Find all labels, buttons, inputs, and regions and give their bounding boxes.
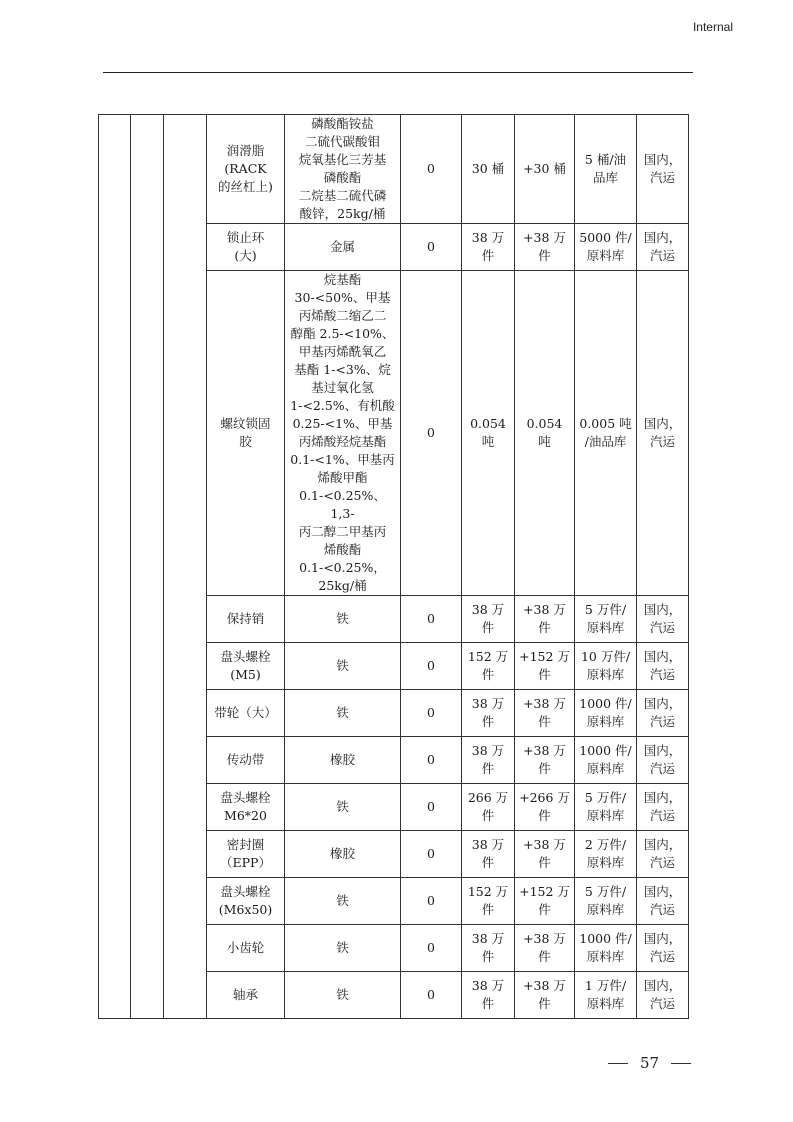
material-name: 保持销 xyxy=(207,596,285,643)
material-name: 盘头螺栓 (M6x50) xyxy=(207,878,285,925)
value-b: 38 万 件 xyxy=(462,690,515,737)
material-name: 轴承 xyxy=(207,972,285,1019)
storage: 5 万件/ 原料库 xyxy=(575,596,637,643)
material-composition: 铁 xyxy=(285,878,401,925)
value-c: 0.054 吨 xyxy=(515,271,575,596)
value-c: +38 万 件 xyxy=(515,224,575,271)
material-name: 小齿轮 xyxy=(207,925,285,972)
material-composition: 金属 xyxy=(285,224,401,271)
page-footer xyxy=(608,1054,691,1072)
material-composition: 铁 xyxy=(285,784,401,831)
storage: 5 万件/ 原料库 xyxy=(575,878,637,925)
transport: 国内， 汽运 xyxy=(637,784,689,831)
value-a: 0 xyxy=(401,925,462,972)
material-name: 盘头螺栓 M6*20 xyxy=(207,784,285,831)
value-c: +38 万 件 xyxy=(515,737,575,784)
storage: 5000 件/ 原料库 xyxy=(575,224,637,271)
value-c: +38 万 件 xyxy=(515,690,575,737)
header-rule xyxy=(103,72,693,73)
value-b: 30 桶 xyxy=(462,115,515,224)
value-b: 266 万 件 xyxy=(462,784,515,831)
value-b: 38 万 件 xyxy=(462,596,515,643)
storage: 5 桶/油 品库 xyxy=(575,115,637,224)
material-name: 传动带 xyxy=(207,737,285,784)
transport: 国内， 汽运 xyxy=(637,972,689,1019)
material-name: 密封圈 （EPP） xyxy=(207,831,285,878)
transport: 国内， 汽运 xyxy=(637,271,689,596)
transport: 国内， 汽运 xyxy=(637,224,689,271)
value-a: 0 xyxy=(401,115,462,224)
value-b: 38 万 件 xyxy=(462,737,515,784)
value-a: 0 xyxy=(401,737,462,784)
blank-col-2 xyxy=(131,115,164,1019)
transport: 国内， 汽运 xyxy=(637,643,689,690)
value-c: +38 万 件 xyxy=(515,831,575,878)
storage: 10 万件/ 原料库 xyxy=(575,643,637,690)
value-b: 152 万 件 xyxy=(462,878,515,925)
value-c: +152 万 件 xyxy=(515,643,575,690)
value-a: 0 xyxy=(401,831,462,878)
storage: 5 万件/ 原料库 xyxy=(575,784,637,831)
value-a: 0 xyxy=(401,878,462,925)
storage: 1000 件/ 原料库 xyxy=(575,925,637,972)
transport: 国内， 汽运 xyxy=(637,737,689,784)
storage: 1000 件/ 原料库 xyxy=(575,737,637,784)
material-composition: 烷基酯 30-<50%、甲基 丙烯酸二缩乙二 醇酯 2.5-<10%、 甲基丙烯酰氧乙 基酯 1-<3%、烷 基过氧化氢 1-<2.5%、有机酸 0.25-<1%、甲基 丙烯酸羟烷基酯 0.1-<1%、甲基丙 烯酸甲酯 0.1-<0.25%、1,3- 丙二醇二甲基丙 烯酸酯 0.1-<0.25%， 25kg/桶 xyxy=(285,271,401,596)
materials-table xyxy=(98,114,689,1019)
value-a: 0 xyxy=(401,643,462,690)
value-a: 0 xyxy=(401,972,462,1019)
material-composition: 铁 xyxy=(285,972,401,1019)
material-name: 锁止环 (大) xyxy=(207,224,285,271)
value-c: +38 万 件 xyxy=(515,972,575,1019)
value-b: 38 万 件 xyxy=(462,831,515,878)
material-name: 润滑脂 (RACK 的丝杠上) xyxy=(207,115,285,224)
storage: 1000 件/ 原料库 xyxy=(575,690,637,737)
value-c: +38 万 件 xyxy=(515,925,575,972)
value-a: 0 xyxy=(401,784,462,831)
value-b: 38 万 件 xyxy=(462,224,515,271)
footer-dash-left xyxy=(608,1063,628,1064)
value-b: 38 万 件 xyxy=(462,925,515,972)
value-a: 0 xyxy=(401,224,462,271)
material-composition: 橡胶 xyxy=(285,831,401,878)
classification-label: Internal xyxy=(692,20,733,34)
value-a: 0 xyxy=(401,271,462,596)
storage: 1 万件/ 原料库 xyxy=(575,972,637,1019)
transport: 国内， 汽运 xyxy=(637,115,689,224)
value-b: 38 万 件 xyxy=(462,972,515,1019)
value-c: +38 万 件 xyxy=(515,596,575,643)
transport: 国内， 汽运 xyxy=(637,596,689,643)
value-c: +30 桶 xyxy=(515,115,575,224)
value-c: +152 万 件 xyxy=(515,878,575,925)
value-b: 0.054 吨 xyxy=(462,271,515,596)
material-name: 螺纹锁固 胶 xyxy=(207,271,285,596)
material-composition: 磷酸酯铵盐 二硫代碳酸钼 烷氧基化三芳基 磷酸酯 二烷基二硫代磷 酸锌，25kg/桶 xyxy=(285,115,401,224)
footer-dash-right xyxy=(671,1063,691,1064)
transport: 国内， 汽运 xyxy=(637,925,689,972)
material-composition: 铁 xyxy=(285,925,401,972)
value-b: 152 万 件 xyxy=(462,643,515,690)
blank-col-3 xyxy=(164,115,207,1019)
value-c: +266 万 件 xyxy=(515,784,575,831)
table-row xyxy=(99,115,689,224)
transport: 国内， 汽运 xyxy=(637,690,689,737)
material-composition: 铁 xyxy=(285,690,401,737)
material-name: 带轮（大） xyxy=(207,690,285,737)
material-composition: 铁 xyxy=(285,643,401,690)
material-composition: 橡胶 xyxy=(285,737,401,784)
value-a: 0 xyxy=(401,596,462,643)
value-a: 0 xyxy=(401,690,462,737)
storage: 0.005 吨 /油品库 xyxy=(575,271,637,596)
transport: 国内， 汽运 xyxy=(637,878,689,925)
page-number: 57 xyxy=(640,1054,660,1072)
material-name: 盘头螺栓 (M5) xyxy=(207,643,285,690)
material-composition: 铁 xyxy=(285,596,401,643)
storage: 2 万件/ 原料库 xyxy=(575,831,637,878)
transport: 国内， 汽运 xyxy=(637,831,689,878)
blank-col-1 xyxy=(99,115,131,1019)
